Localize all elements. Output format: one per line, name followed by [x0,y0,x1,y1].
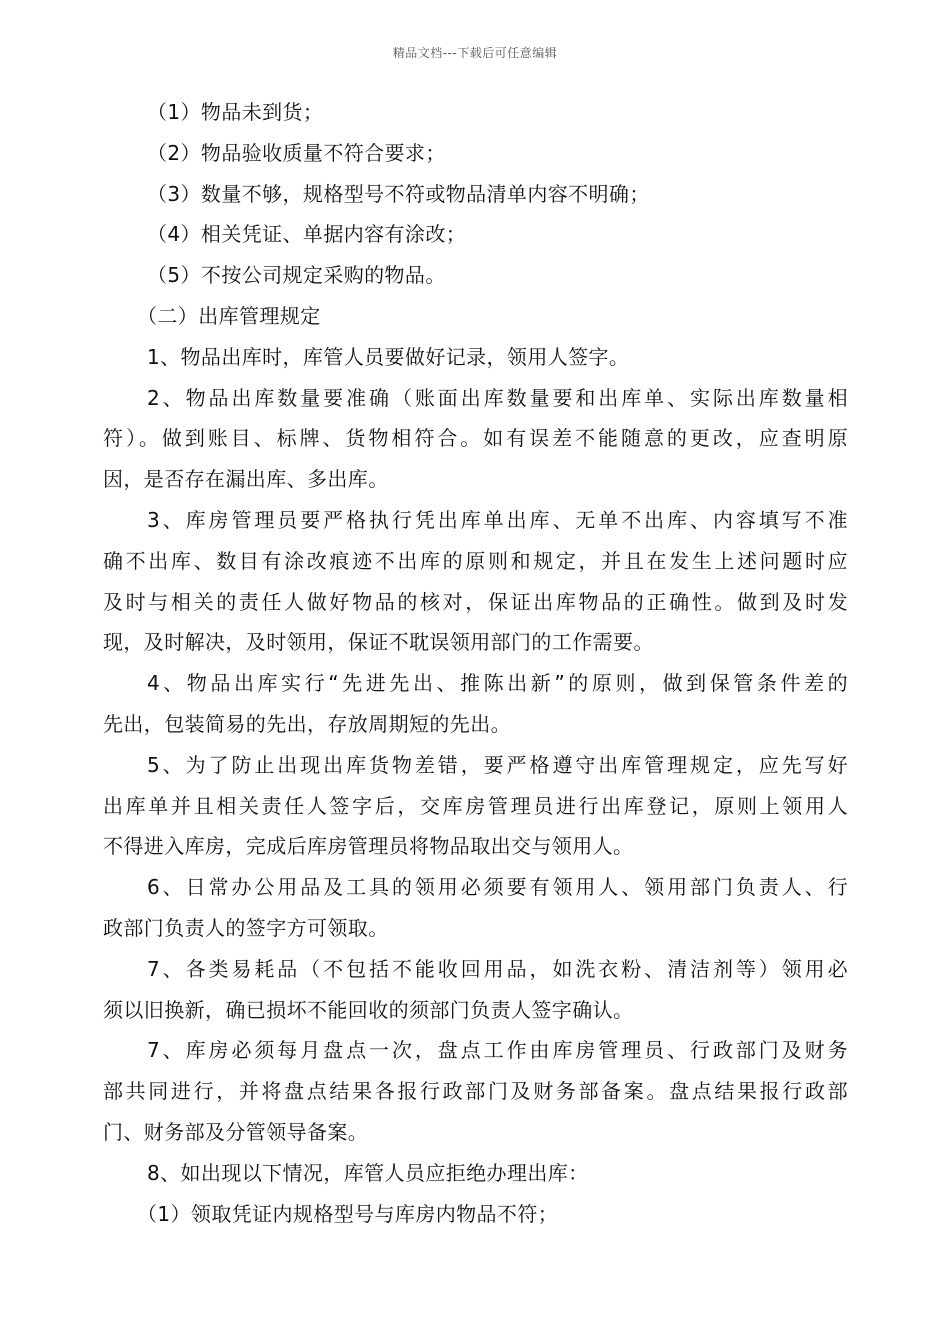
paragraph-line: 2、物品出库数量要准确（账面出库数量要和出库单、实际出库数量相 [147,385,848,410]
list-item: （4）相关凭证、单据内容有涂改； [147,222,467,247]
list-item: （1）物品未到货； [147,100,324,124]
paragraph-line: 现，及时解决，及时领用，保证不耽误领用部门的工作需要。 [103,630,654,655]
paragraph-line: 出库单并且相关责任人签字后，交库房管理员进行出库登记，原则上领用人 [103,793,848,818]
paragraph-line: 8、如出现以下情况，库管人员应拒绝办理出库： [147,1160,589,1185]
paragraph-line: 政部门负责人的签字方可领取。 [103,915,389,940]
paragraph-line: 6、日常办公用品及工具的领用必须要有领用人、领用部门负责人、行 [147,875,848,900]
page-header: 精品文档---下载后可任意编辑 [392,46,558,60]
list-item: （3）数量不够，规格型号不符或物品清单内容不明确； [147,181,650,206]
list-item: （1）领取凭证内规格型号与库房内物品不符； [137,1201,559,1226]
paragraph-line: 3、库房管理员要严格执行凭出库单出库、无单不出库、内容填写不准 [147,507,848,532]
paragraph-line: 须以旧换新，确已损坏不能回收的须部门负责人签字确认。 [103,997,634,1022]
paragraph-line: 不得进入库房，完成后库房管理员将物品取出交与领用人。 [103,834,634,859]
paragraph-line: 1、物品出库时，库管人员要做好记录，领用人签字。 [147,344,630,369]
paragraph-line: 7、各类易耗品（不包括不能收回用品，如洗衣粉、清洁剂等）领用必 [147,956,848,981]
paragraph-line: 因，是否存在漏出库、多出库。 [103,467,389,492]
list-item: （2）物品验收质量不符合要求； [147,140,446,165]
paragraph-line: 先出，包装简易的先出，存放周期短的先出。 [103,711,511,736]
list-item: （5）不按公司规定采购的物品。 [147,263,446,288]
paragraph-line: 5、为了防止出现出库货物差错，要严格遵守出库管理规定，应先写好 [147,752,848,777]
paragraph-line: 及时与相关的责任人做好物品的核对，保证出库物品的正确性。做到及时发 [103,589,848,614]
section-heading: （二）出库管理规定 [137,303,321,328]
paragraph-line: 部共同进行，并将盘点结果各报行政部门及财务部备案。盘点结果报行政部 [103,1079,848,1104]
document-body [103,92,848,1234]
paragraph-line: 门、财务部及分管领导备案。 [103,1119,369,1144]
paragraph-line: 符）。做到账目、标牌、货物相符合。如有误差不能随意的更改，应查明原 [103,426,848,451]
paragraph-line: 7、库房必须每月盘点一次，盘点工作由库房管理员、行政部门及财务 [147,1038,848,1063]
paragraph-line: 4、物品出库实行“先进先出、推陈出新”的原则，做到保管条件差的 [147,671,848,696]
paragraph-line: 确不出库、数目有涂改痕迹不出库的原则和规定，并且在发生上述问题时应 [103,548,848,573]
